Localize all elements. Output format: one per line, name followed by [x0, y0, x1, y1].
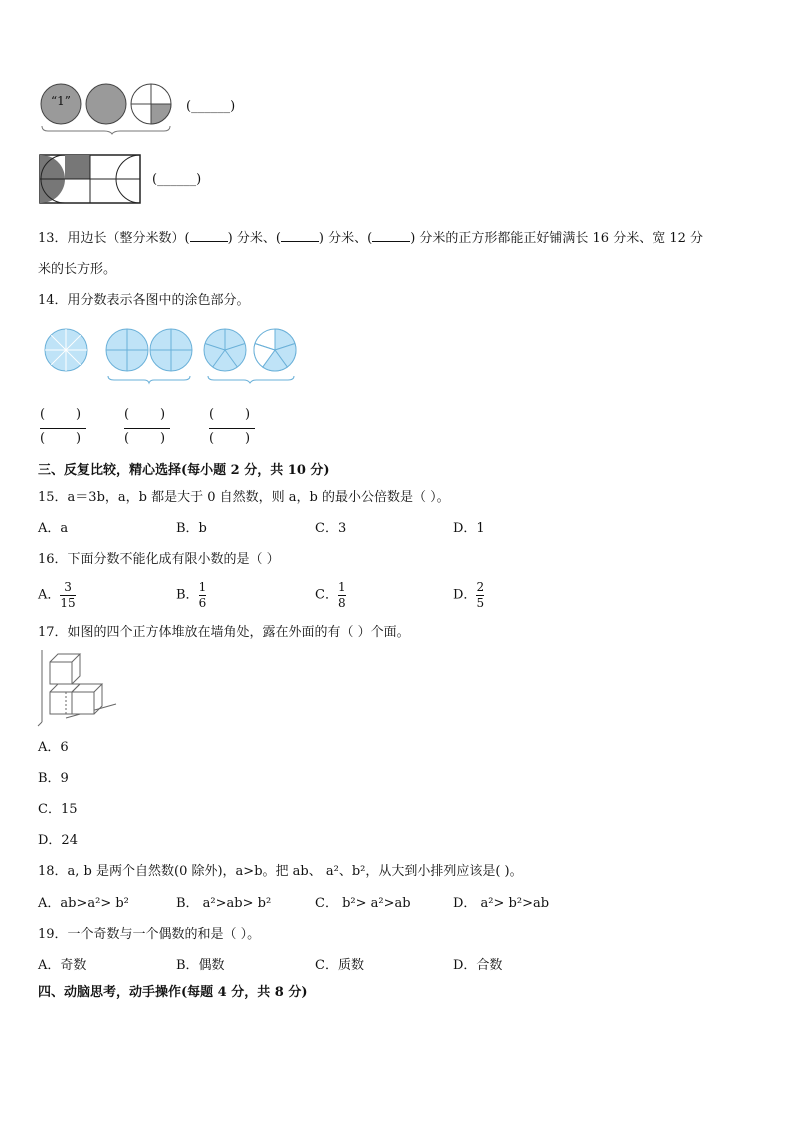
q12-answer-b[interactable]: (______): [152, 172, 202, 187]
q13-text-2: ) 分米、(: [227, 231, 281, 246]
q14-a1-den-close: ): [76, 431, 82, 446]
q16-question: 16．下面分数不能化成有限小数的是（ ）: [38, 552, 280, 567]
q13-text-3: ) 分米、(: [318, 231, 373, 246]
q17-option-b[interactable]: B．9: [38, 771, 69, 786]
q13-text-4: ) 分米的正方形都能正好铺满长 16 分米、宽 12 分: [410, 231, 704, 246]
q16-option-d[interactable]: [453, 581, 484, 609]
q14-a3-num-close: ): [245, 407, 251, 422]
q16-option-a-fraction: [60, 581, 75, 609]
q14-question: 14．用分数表示各图中的涂色部分。: [38, 293, 250, 308]
q19-option-d[interactable]: D．合数: [453, 958, 503, 973]
q12-circles-figure: [38, 82, 178, 137]
q16-b-num: 1: [198, 580, 207, 594]
q16-option-b[interactable]: [176, 581, 206, 609]
q16-option-b-fraction: [199, 581, 207, 609]
q15-question: 15．a＝3b，a，b 都是大于 0 自然数，则 a，b 的最小公倍数是（ ）。: [38, 490, 450, 505]
q14-a2-den-close: ): [160, 431, 166, 446]
q16-option-d-fraction: [476, 581, 484, 609]
q14-circles-figure: [44, 328, 300, 388]
q14-a3-den-open: (: [209, 431, 215, 446]
q18-question: 18．a, b 是两个自然数(0 除外)，a>b。把 ab、 a²、b²，从大到小排列应该是( )。: [38, 864, 523, 879]
q18-option-c[interactable]: C． b²> a²>ab: [315, 896, 411, 911]
q17-option-a[interactable]: A．6: [38, 740, 69, 755]
q17-option-c[interactable]: C．15: [38, 802, 78, 817]
q19-question: 19．一个奇数与一个偶数的和是（ ）。: [38, 927, 261, 942]
q13-line1: [38, 231, 703, 247]
q13-blank-2[interactable]: [281, 241, 319, 242]
q16-option-b-label: B．: [176, 587, 199, 603]
q16-d-num: 2: [476, 580, 485, 594]
q16-a-den: 15: [60, 595, 76, 610]
q14-answer-3[interactable]: [209, 407, 255, 451]
q16-c-num: 1: [337, 580, 346, 594]
q12-rectangle-figure: [40, 155, 140, 203]
q18-option-d[interactable]: D． a²> b²>ab: [453, 896, 550, 911]
q18-option-a[interactable]: A．ab>a²> b²: [38, 896, 129, 911]
q16-a-num: 3: [64, 580, 72, 594]
q13-text-1: 13．用边长（整分米数）(: [38, 231, 190, 246]
q16-b-den: 6: [198, 595, 207, 610]
q16-c-den: 8: [337, 595, 346, 610]
q13-line2: 米的长方形。: [38, 262, 117, 277]
q16-option-c-fraction: [338, 581, 346, 609]
q17-question: 17．如图的四个正方体堆放在墙角处，露在外面的有（ ）个面。: [38, 625, 410, 640]
q17-cubes-figure: [38, 650, 120, 726]
q14-a2-den-open: (: [124, 431, 130, 446]
q14-a1-bar: [40, 428, 86, 429]
q16-d-den: 5: [476, 595, 485, 610]
q15-option-d[interactable]: D．1: [453, 521, 485, 536]
q14-answer-1[interactable]: [40, 407, 86, 451]
q17-option-d[interactable]: D．24: [38, 833, 78, 848]
q15-option-a[interactable]: A．a: [38, 521, 69, 536]
q14-a3-bar: [209, 428, 255, 429]
q14-a2-bar: [124, 428, 170, 429]
q16-option-c-label: C．: [315, 587, 338, 603]
q19-option-a[interactable]: A．奇数: [38, 958, 87, 973]
q12-circle-label: “1”: [51, 94, 71, 108]
q19-option-b[interactable]: B．偶数: [176, 958, 225, 973]
q14-answer-2[interactable]: [124, 407, 170, 451]
q18-option-b[interactable]: B． a²>ab> b²: [176, 896, 272, 911]
q16-option-c[interactable]: [315, 581, 346, 609]
q12-answer-a[interactable]: (______): [186, 99, 236, 114]
q14-a1-num-close: ): [76, 407, 82, 422]
q15-option-c[interactable]: C．3: [315, 521, 347, 536]
q19-option-c[interactable]: C．质数: [315, 958, 364, 973]
section3-title: 三、反复比较，精心选择(每小题 2 分，共 10 分): [38, 463, 330, 478]
q14-a3-num-open: (: [209, 407, 215, 422]
q14-a3-den-close: ): [245, 431, 251, 446]
q13-blank-3[interactable]: [372, 241, 410, 242]
q16-option-a[interactable]: [38, 581, 76, 609]
q14-a1-den-open: (: [40, 431, 46, 446]
q13-blank-1[interactable]: [190, 241, 228, 242]
q14-a2-num-close: ): [160, 407, 166, 422]
q14-a2-num-open: (: [124, 407, 130, 422]
q16-option-d-label: D．: [453, 587, 477, 603]
q16-option-a-label: A．: [38, 587, 61, 603]
section4-title: 四、动脑思考，动手操作(每题 4 分，共 8 分): [38, 985, 308, 1000]
q14-a1-num-open: (: [40, 407, 46, 422]
q15-option-b[interactable]: B．b: [176, 521, 207, 536]
